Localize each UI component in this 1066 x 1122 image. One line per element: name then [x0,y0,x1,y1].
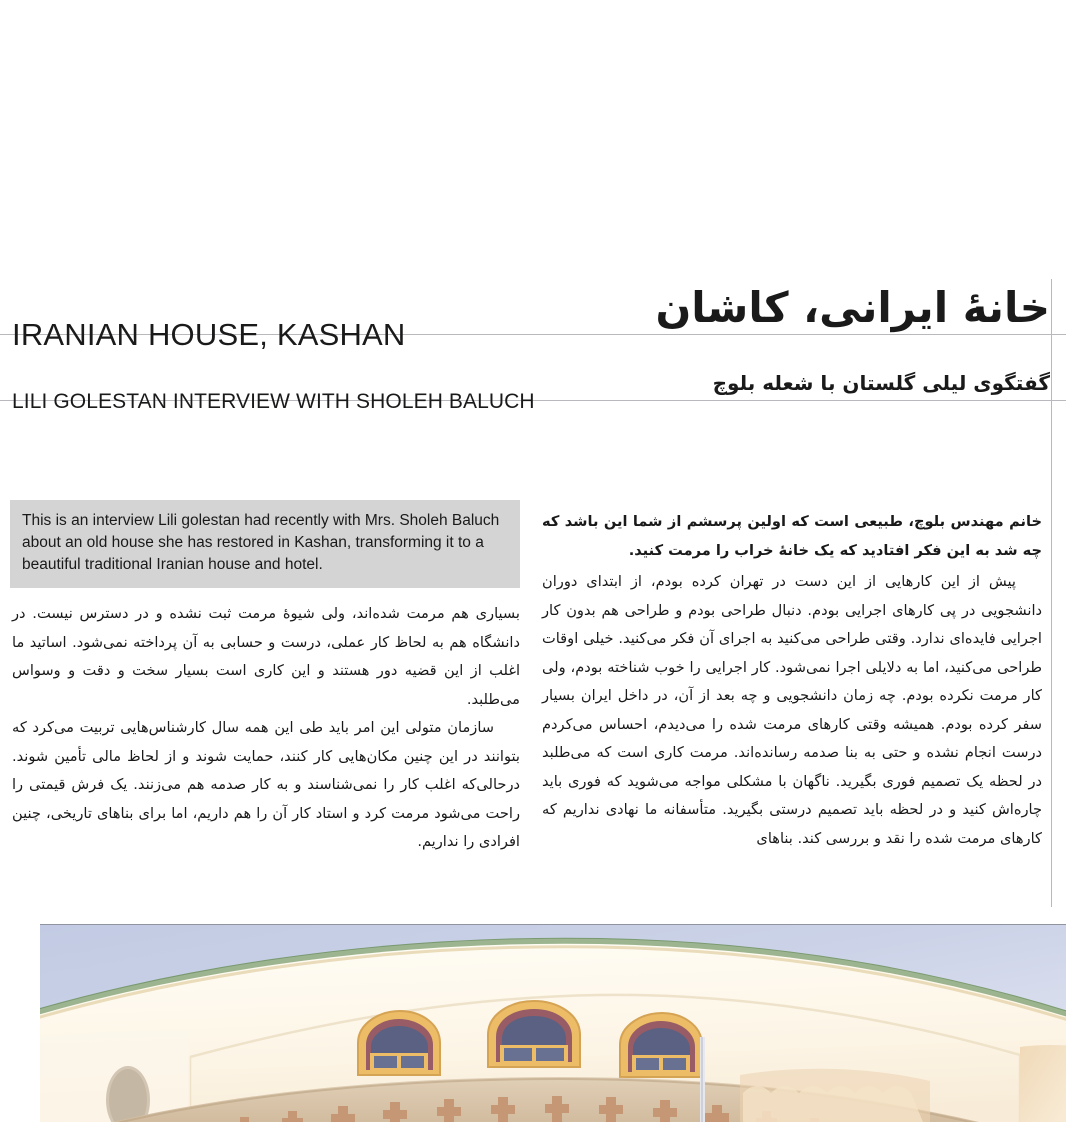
body-column-left [12,600,520,857]
abstract-box: This is an interview Lili golestan had recently with Mrs. Sholeh Baluch about an old house she has restored in Kashan, transforming it to a beautiful traditional Iranian house and hotel. [10,500,520,588]
photo-illustration [40,925,1066,1122]
interview-answer-1: پیش از این کارهایی از این دست در تهران کرده بودم، از ابتدای دوران دانشجویی در پی کارهای اجرایی بودم. دنبال طراحی بودم و طراحی هم بدون کار اجرایی فایده‌ای ندارد. وقتی طراحی می‌کنید به اجرای آن فکر می‌کنید. خیلی اوقات طراحی می‌کنید، اما به دلایلی اجرا نمی‌شود. کار اجرایی را خوب شناخته بودم، ولی کار مرمت نکرده بودم. چه زمان دانشجویی و چه بعد از آن، در داخل ایران بسیار سفر کرده بودم. همیشه وقتی کارهای مرمت شده را می‌دیدم، احساس می‌کردم درست انجام نشده و حتی به بنا صدمه رسانده‌اند. مرمت کاری است که می‌طلبد در لحظه یک تصمیم فوری بگیرید. ناگهان با مشکلی مواجه می‌شوید که فوری باید چاره‌اش کنید و در لحظه باید تصمیم درستی بگیرید. متأسفانه ما نهادی نداریم که کارهای مرمت شده را نقد و بررسی کند. بناهای [542,573,1042,847]
paragraph-left-1: بسیاری هم مرمت شده‌اند، ولی شیوۀ مرمت ثبت نشده و در دسترس نیست. در دانشگاه هم به لحاظ کار عملی، درست و حسابی به آن پرداخته نمی‌شود. اساتید ما اغلب از این قضیه دور هستند و این کاری است بسیار سخت و دقت و وسواس می‌طلبد. [12,605,520,708]
page-title-english: IRANIAN HOUSE, KASHAN [12,316,406,352]
page-subtitle-english: LILI GOLESTAN INTERVIEW WITH SHOLEH BALUCH [12,390,535,414]
paragraph-left-2: سازمان متولی این امر باید طی این همه سال کارشناس‌هایی تربیت می‌کرد که بتوانند در این چنین مکان‌هایی کار کنند، حمایت شوند و از لحاظ مالی تأمین شوند. درحالی‌که اغلب کار را نمی‌شناسند و به کار صدمه هم می‌زنند. یک فرش قیمتی را راحت می‌شود مرمت کرد و استاد کار آن را هم داریم، اما برای بناهای تاریخی، چنین افرادی را نداریم. [12,719,520,850]
sun-bloom [40,939,1066,1122]
column-divider-rule [1051,279,1052,907]
interview-question: خانم مهندس بلوچ، طبیعی است که اولین پرسشم از شما این باشد که چه شد به این فکر افتادید که یک خانۀ خراب را مرمت کنید. [542,513,1042,559]
body-column-right [542,508,1042,853]
architecture-photo [40,924,1066,1122]
page-title-persian: خانۀ ایرانی، کاشان [655,283,1050,332]
page-subtitle-persian: گفتگوی لیلی گلستان با شعله بلوچ [712,371,1050,395]
